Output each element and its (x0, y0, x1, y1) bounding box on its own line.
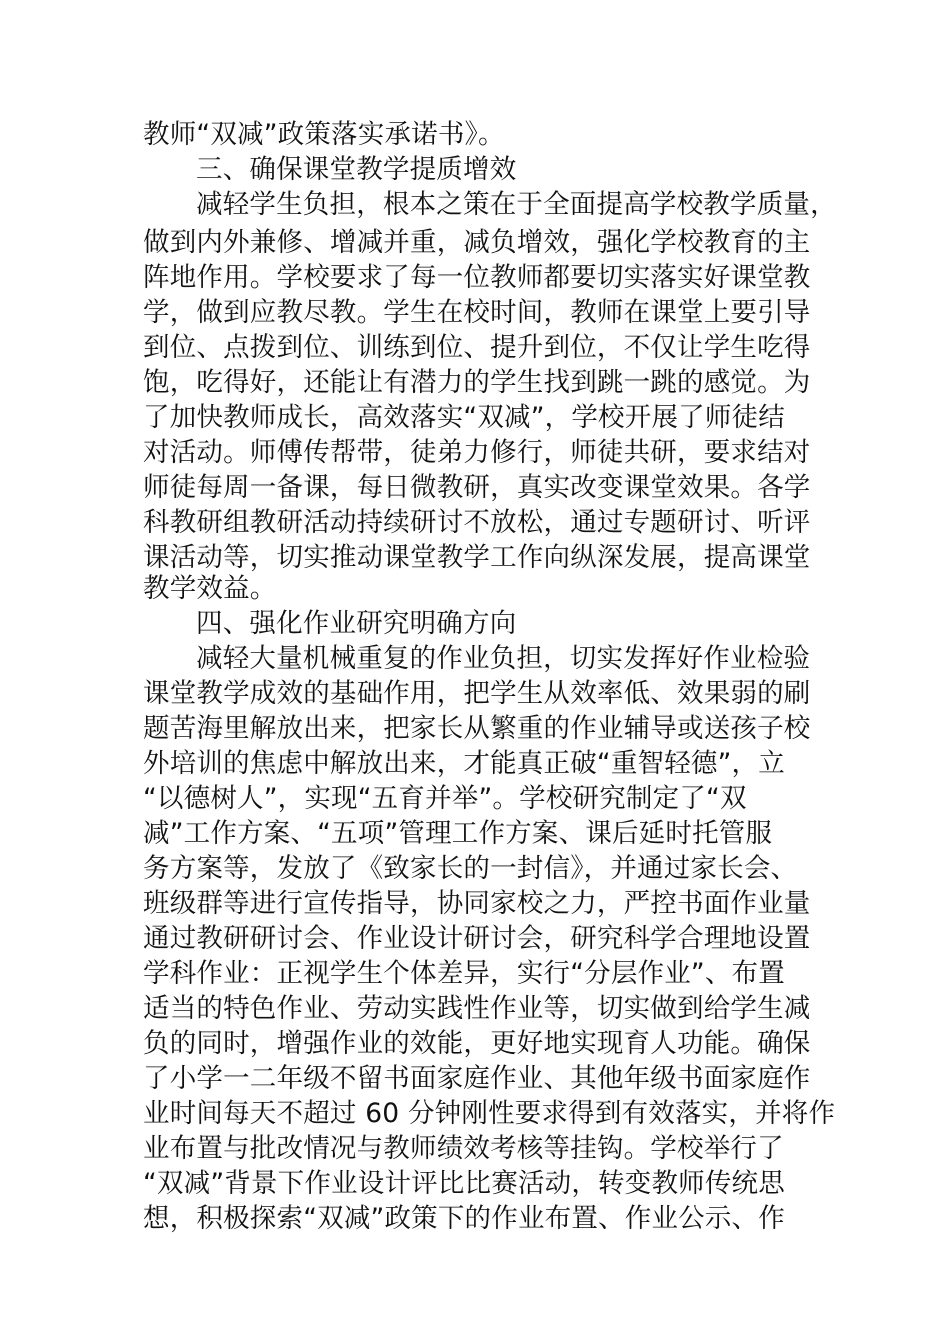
paragraph-line: “以德树人”，实现“五育并举”。学校研究制定了“双 (143, 783, 747, 814)
paragraph-line: 业布置与批改情况与教师绩效考核等挂钩。学校举行了 (143, 1133, 784, 1164)
paragraph-line: 学科作业：正视学生个体差异，实行“分层作业”、布置 (143, 958, 785, 989)
paragraph-line: 负的同时，增强作业的效能，更好地实现育人功能。确保 (143, 1028, 811, 1059)
paragraph-line: 了加快教师成长，高效落实“双减”，学校开展了师徒结 (143, 402, 785, 433)
paragraph-line: 课堂教学成效的基础作用，把学生从效率低、效果弱的刷 (143, 678, 811, 709)
paragraph-line: 到位、点拨到位、训练到位、提升到位，不仅让学生吃得 (143, 332, 811, 363)
paragraph-line: 务方案等，发放了《致家长的一封信》，并通过家长会、 (143, 853, 798, 884)
paragraph-line: 科教研组教研活动持续研讨不放松，通过专题研讨、听评 (143, 507, 811, 538)
section-heading-3: 三、确保课堂教学提质增效 (196, 154, 517, 185)
paragraph-line: 减轻大量机械重复的作业负担，切实发挥好作业检验 (196, 643, 811, 674)
paragraph-line: 减轻学生负担，根本之策在于全面提高学校教学质量， (196, 189, 837, 220)
paragraph-line: 题苦海里解放出来，把家长从繁重的作业辅导或送孩子校 (143, 713, 811, 744)
paragraph-line: “双减”背景下作业设计评比比赛活动，转变教师传统思 (143, 1168, 785, 1199)
paragraph-line: 班级群等进行宣传指导，协同家校之力，严控书面作业量 (143, 888, 811, 919)
paragraph-line: 课活动等，切实推动课堂教学工作向纵深发展，提高课堂 (143, 542, 811, 573)
paragraph-line: 减”工作方案、“五项”管理工作方案、课后延时托管服 (143, 818, 773, 849)
paragraph-line: 饱，吃得好，还能让有潜力的学生找到跳一跳的感觉。为 (143, 367, 811, 398)
paragraph-line: 做到内外兼修、增减并重，减负增效，强化学校教育的主 (143, 227, 811, 258)
paragraph-line: 教师“双减”政策落实承诺书》。 (143, 119, 505, 150)
paragraph-line: 外培训的焦虑中解放出来，才能真正破“重智轻德”，立 (143, 748, 785, 779)
paragraph-line: 师徒每周一备课，每日微教研，真实改变课堂效果。各学 (143, 472, 811, 503)
section-heading-4: 四、强化作业研究明确方向 (196, 608, 517, 639)
paragraph-line: 适当的特色作业、劳动实践性作业等，切实做到给学生减 (143, 993, 811, 1024)
paragraph-line: 业时间每天不超过 60 分钟刚性要求得到有效落实，并将作 (143, 1098, 836, 1129)
paragraph-line: 通过教研研讨会、作业设计研讨会，研究科学合理地设置 (143, 923, 811, 954)
paragraph-line: 阵地作用。学校要求了每一位教师都要切实落实好课堂教 (143, 262, 811, 293)
paragraph-line: 对活动。师傅传帮带，徒弟力修行，师徒共研，要求结对 (143, 437, 811, 468)
paragraph-line: 学，做到应教尽教。学生在校时间，教师在课堂上要引导 (143, 297, 811, 328)
paragraph-line: 了小学一二年级不留书面家庭作业、其他年级书面家庭作 (143, 1063, 811, 1094)
paragraph-line: 教学效益。 (143, 573, 277, 604)
paragraph-line: 想，积极探索“双减”政策下的作业布置、作业公示、作 (143, 1203, 785, 1234)
